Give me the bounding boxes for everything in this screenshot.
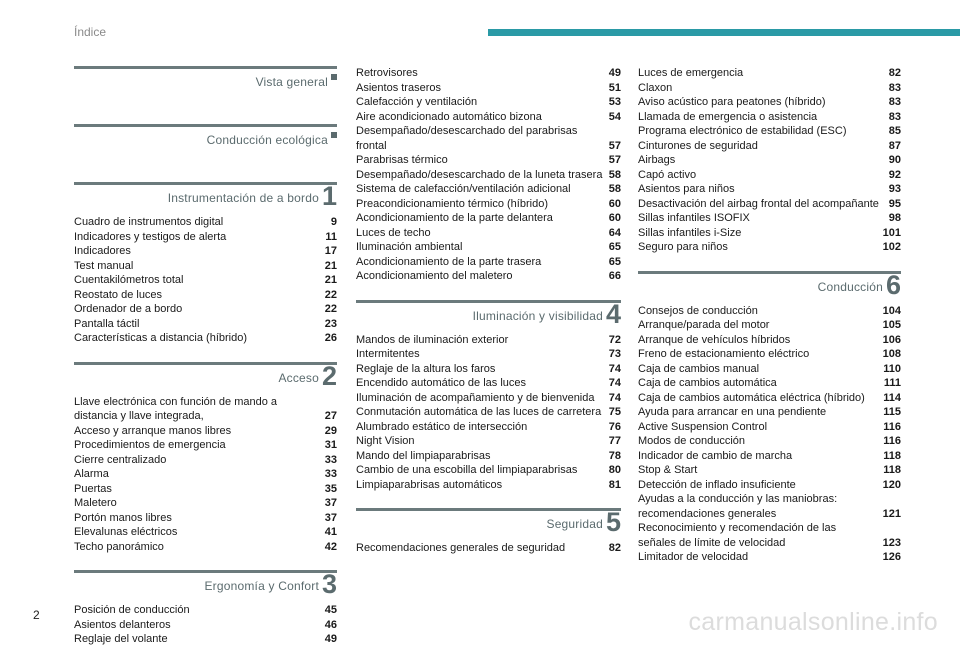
toc-entry-text: Asientos delanteros [74, 618, 171, 631]
toc-section [74, 362, 337, 571]
toc-entry-page: 106 [882, 333, 901, 346]
toc-entry[interactable] [356, 66, 621, 81]
toc-entry-text: Test manual [74, 259, 134, 272]
toc-entry-page: 83 [888, 110, 901, 123]
toc-entry-page: 116 [883, 420, 901, 433]
toc-entry-text: Desactivación del airbag frontal del acompañante [638, 197, 879, 210]
toc-entry[interactable] [638, 362, 901, 377]
section-number: 1 [321, 181, 337, 211]
toc-entry-text: Limpiaparabrisas automáticos [356, 478, 503, 491]
toc-entry-text: Arranque/parada del motor [638, 319, 770, 331]
section-gap [638, 255, 901, 271]
toc-entry[interactable] [74, 331, 337, 346]
toc-entry-text: Desempañado/desescarchado del parabrisas frontal [356, 125, 578, 152]
toc-entry-page: 74 [608, 377, 621, 389]
toc-entry-text: Preacondicionamiento térmico (híbrido) [356, 197, 548, 210]
toc-entry[interactable] [356, 255, 621, 270]
toc-entry-text: Iluminación de acompañamiento y de bienvenida [356, 391, 595, 404]
toc-entry-page: 83 [888, 96, 901, 108]
toc-column-2 [356, 66, 621, 556]
toc-entry-text: Recomendaciones generales de seguridad [356, 542, 566, 554]
toc-entry-text: Cuentakilómetros total [74, 274, 184, 286]
toc-entry-page: 92 [888, 168, 901, 181]
section-gap [74, 554, 337, 570]
toc-entry[interactable] [74, 496, 337, 511]
toc-entry-page: 26 [324, 332, 337, 344]
section-gap [74, 346, 337, 362]
toc-entry-text: Alumbrado estático de intersección [356, 420, 528, 433]
toc-entry[interactable] [356, 226, 621, 241]
toc-entry-text: Night Vision [356, 435, 415, 447]
toc-entry-page: 82 [608, 542, 621, 554]
toc-entry-page: 58 [608, 168, 621, 181]
toc-entry-page: 49 [324, 633, 337, 645]
toc-entry-page: 64 [608, 226, 621, 239]
toc-entry-text: Airbags [638, 154, 676, 166]
toc-entry[interactable] [638, 521, 901, 550]
toc-entry[interactable] [356, 110, 621, 125]
toc-entry[interactable] [356, 405, 621, 420]
toc-section [74, 570, 337, 647]
toc-entry-text: Parabrisas térmico [356, 154, 448, 166]
toc-column-1 [74, 66, 337, 647]
toc-entry[interactable] [638, 66, 901, 81]
toc-entry[interactable] [74, 525, 337, 540]
toc-entry[interactable] [638, 182, 901, 197]
toc-entry-page: 87 [888, 139, 901, 152]
toc-entry-text: Acceso y arranque manos libres [74, 424, 232, 437]
toc-entry[interactable] [356, 478, 621, 493]
toc-entry[interactable] [74, 302, 337, 317]
toc-entry-page: 29 [324, 424, 337, 437]
toc-entry-page: 37 [324, 497, 337, 509]
toc-entry-text: Limitador de velocidad [638, 551, 749, 563]
toc-entry[interactable] [356, 362, 621, 377]
toc-entry-text: Asientos para niños [638, 183, 735, 195]
toc-entry-text: Sillas infantiles i-Size [638, 226, 742, 239]
toc-entry-page: 17 [324, 245, 337, 257]
toc-entry[interactable] [74, 603, 337, 618]
toc-entry-text: Conmutación automática de las luces de carretera [356, 406, 602, 418]
toc-entry-text: Acondicionamiento del maletero [356, 270, 513, 282]
toc-entry-text: Llave electrónica con función de mando a distancia y llave integrada, [74, 395, 278, 422]
section-title[interactable]: Instrumentación de a bordo [167, 191, 319, 205]
toc-entry-page: 95 [888, 197, 901, 210]
toc-entry-text: Indicadores y testigos de alerta [74, 230, 227, 243]
toc-section [356, 508, 621, 556]
toc-entry[interactable] [638, 110, 901, 125]
toc-entry[interactable] [638, 168, 901, 183]
toc-entry[interactable] [638, 420, 901, 435]
toc-entry[interactable] [356, 182, 621, 197]
toc-entry-text: Reostato de luces [74, 288, 163, 301]
toc-section [74, 66, 337, 124]
section-header [356, 300, 621, 333]
toc-entry-text: Retrovisores [356, 67, 418, 79]
toc-entry[interactable] [356, 95, 621, 110]
toc-entry-page: 81 [608, 478, 621, 491]
section-marker-icon [331, 74, 337, 80]
toc-entry[interactable] [356, 434, 621, 449]
toc-entry[interactable] [74, 618, 337, 633]
section-gap [356, 284, 621, 300]
toc-entry[interactable] [356, 168, 621, 183]
toc-entry-text: Techo panorámico [74, 540, 164, 553]
toc-entry-text: Indicador de cambio de marcha [638, 449, 793, 462]
toc-entry-page: 85 [888, 125, 901, 137]
toc-entry-page: 126 [882, 551, 901, 563]
toc-entry[interactable] [356, 240, 621, 255]
toc-entry-text: Llamada de emergencia o asistencia [638, 110, 818, 123]
section-header [74, 182, 337, 215]
toc-entry-page: 54 [608, 110, 621, 123]
toc-entry-page: 51 [608, 81, 621, 94]
toc-entry-page: 98 [888, 212, 901, 224]
toc-entry-text: Asientos traseros [356, 81, 441, 94]
toc-entry-page: 121 [882, 507, 901, 520]
toc-entry-text: Claxon [638, 81, 673, 94]
toc-entry-page: 116 [883, 435, 901, 447]
toc-entry[interactable] [356, 376, 621, 391]
toc-entry[interactable] [74, 215, 337, 230]
toc-entry-page: 105 [882, 319, 901, 331]
toc-entry-text: Portón manos libres [74, 511, 172, 524]
toc-entry[interactable] [638, 153, 901, 168]
toc-entry-page: 66 [608, 270, 621, 282]
toc-entry-text: Cierre centralizado [74, 453, 167, 466]
toc-entry-page: 49 [608, 67, 621, 79]
toc-entry-text: Capó activo [638, 168, 697, 181]
toc-entry-text: Luces de techo [356, 226, 431, 239]
toc-entry[interactable] [638, 240, 901, 255]
toc-entry[interactable] [638, 376, 901, 391]
toc-entry-page: 102 [882, 241, 901, 253]
section-gap [74, 166, 337, 182]
watermark: carmanualsonline.info [688, 608, 938, 636]
toc-entry-page: 21 [324, 274, 337, 286]
toc-entry-text: Modos de conducción [638, 435, 746, 447]
toc-entry-text: Sistema de calefacción/ventilación adicional [356, 183, 571, 195]
toc-entry[interactable] [638, 139, 901, 154]
toc-entry-text: Posición de conducción [74, 604, 190, 616]
toc-section [356, 300, 621, 509]
toc-entry[interactable] [356, 153, 621, 168]
toc-entry-text: Cambio de una escobilla del limpiaparabrisas [356, 464, 578, 476]
section-number: 5 [605, 507, 621, 537]
toc-entry-text: Ayudas a la conducción y las maniobras: recomendaciones generales [638, 493, 838, 520]
toc-entry-page: 23 [324, 317, 337, 330]
toc-entry-page: 101 [882, 226, 901, 239]
toc-entry-page: 58 [608, 183, 621, 195]
toc-entry[interactable] [356, 81, 621, 96]
section-header [638, 271, 901, 304]
toc-entry[interactable] [74, 540, 337, 555]
toc-section [74, 124, 337, 182]
toc-entry-text: Ordenador de a bordo [74, 303, 183, 315]
toc-entry-page: 22 [324, 288, 337, 301]
toc-entry-text: Iluminación ambiental [356, 241, 463, 253]
section-number: 2 [321, 360, 337, 391]
toc-entry[interactable] [356, 541, 621, 556]
toc-entry[interactable] [638, 124, 901, 139]
toc-entry-page: 93 [888, 183, 901, 195]
section-gap [356, 492, 621, 508]
section-header [74, 66, 337, 108]
toc-entry-text: Aviso acústico para peatones (híbrido) [638, 96, 826, 108]
toc-entry-page: 78 [608, 449, 621, 462]
toc-entry[interactable] [74, 230, 337, 245]
toc-entry[interactable] [638, 333, 901, 348]
toc-entry-text: Indicadores [74, 245, 131, 257]
toc-entry-page: 111 [883, 377, 901, 389]
toc-entry[interactable] [74, 482, 337, 497]
toc-entry[interactable] [638, 347, 901, 362]
toc-entry-text: Ayuda para arrancar en una pendiente [638, 406, 827, 418]
toc-entry-page: 21 [324, 259, 337, 272]
toc-entry-page: 42 [324, 540, 337, 553]
section-number: 4 [605, 298, 621, 329]
toc-section [74, 182, 337, 362]
header-title: Índice [74, 25, 107, 39]
toc-entry-page: 33 [324, 468, 337, 480]
toc-entry-text: Puertas [74, 482, 112, 495]
toc-entry[interactable] [638, 478, 901, 493]
toc-entry-text: Sillas infantiles ISOFIX [638, 212, 750, 224]
toc-entry-text: Acondicionamiento de la parte trasera [356, 255, 542, 268]
toc-entry-page: 118 [883, 449, 901, 462]
toc-entry[interactable] [74, 424, 337, 439]
toc-entry-page: 110 [883, 362, 901, 375]
toc-entry-page: 120 [882, 478, 901, 491]
toc-entry-text: Mandos de iluminación exterior [356, 333, 509, 346]
toc-entry-text: Consejos de conducción [638, 304, 758, 317]
toc-entry-page: 53 [608, 96, 621, 108]
section-header [356, 508, 621, 541]
toc-entry-page: 60 [608, 197, 621, 210]
toc-entry[interactable] [74, 273, 337, 288]
toc-entry-text: Acondicionamiento de la parte delantera [356, 212, 553, 224]
toc-entry-page: 72 [608, 333, 621, 346]
section-title[interactable]: Conducción [817, 279, 883, 294]
toc-entry[interactable] [638, 434, 901, 449]
toc-entry[interactable] [74, 288, 337, 303]
toc-entry-page: 65 [608, 255, 621, 268]
section-gap [74, 108, 337, 124]
section-number: 3 [321, 569, 337, 599]
toc-entry[interactable] [356, 333, 621, 348]
toc-entry[interactable] [638, 391, 901, 406]
toc-entry-page: 75 [608, 406, 621, 418]
toc-entry-page: 73 [608, 348, 621, 360]
toc-entry[interactable] [356, 449, 621, 464]
toc-entry[interactable] [356, 347, 621, 362]
toc-entry-page: 74 [608, 362, 621, 375]
toc-column-3 [638, 66, 901, 565]
toc-entry-page: 80 [608, 464, 621, 476]
toc-entry-page: 65 [608, 241, 621, 253]
page-number: 2 [33, 608, 40, 622]
toc-entry[interactable] [74, 511, 337, 526]
toc-entry[interactable] [638, 197, 901, 212]
toc-entry-page: 31 [324, 439, 337, 451]
toc-entry[interactable] [356, 269, 621, 284]
toc-entry-text: Encendido automático de las luces [356, 377, 526, 389]
toc-entry-text: Procedimientos de emergencia [74, 439, 226, 451]
toc-entry[interactable] [74, 632, 337, 647]
toc-entry[interactable] [356, 211, 621, 226]
toc-entry-text: Stop & Start [638, 464, 698, 476]
toc-entry-text: Pantalla táctil [74, 317, 140, 330]
toc-entry-text: Caja de cambios manual [638, 362, 760, 375]
toc-entry[interactable] [638, 550, 901, 565]
section-marker-icon [331, 132, 337, 138]
toc-entry-text: Elevalunas eléctricos [74, 526, 178, 538]
toc-entry[interactable] [356, 197, 621, 212]
toc-entry-text: Programa electrónico de estabilidad (ESC) [638, 125, 847, 137]
toc-entry-text: Desempañado/desescarchado de la luneta trasera [356, 168, 603, 181]
toc-entry-text: Freno de estacionamiento eléctrico [638, 348, 810, 360]
toc-entry[interactable] [638, 449, 901, 464]
toc-entry-text: Seguro para niños [638, 241, 728, 253]
toc-entry-page: 35 [324, 482, 337, 495]
toc-entry[interactable] [356, 420, 621, 435]
toc-entry-page: 41 [324, 526, 337, 538]
header-accent-bar [488, 29, 960, 36]
toc-entry-page: 74 [608, 391, 621, 404]
toc-entry-page: 27 [324, 410, 337, 422]
toc-entry[interactable] [74, 438, 337, 453]
toc-entry-page: 104 [882, 304, 901, 317]
toc-section [638, 66, 901, 271]
toc-entry[interactable] [356, 124, 621, 153]
toc-entry-text: Calefacción y ventilación [356, 96, 478, 108]
section-title[interactable]: Iluminación y visibilidad [472, 308, 603, 323]
toc-entry[interactable] [638, 95, 901, 110]
toc-entry[interactable] [638, 463, 901, 478]
toc-entry-text: Reconocimiento y recomendación de las señales de límite de velocidad [638, 522, 837, 549]
toc-entry-text: Caja de cambios automática [638, 377, 777, 389]
toc-entry-text: Active Suspension Control [638, 420, 768, 433]
toc-entry-text: Intermitentes [356, 348, 420, 360]
toc-entry-page: 90 [888, 154, 901, 166]
toc-entry[interactable] [638, 211, 901, 226]
toc-entry-text: Caja de cambios automática eléctrica (híbrido) [638, 391, 865, 404]
toc-entry[interactable] [74, 453, 337, 468]
toc-section [638, 271, 901, 565]
toc-entry[interactable] [74, 259, 337, 274]
toc-entry[interactable] [638, 405, 901, 420]
toc-entry[interactable] [638, 304, 901, 319]
toc-entry-page: 57 [608, 154, 621, 166]
toc-entry-page: 76 [608, 420, 621, 433]
toc-entry-page: 77 [608, 435, 621, 447]
toc-entry[interactable] [74, 244, 337, 259]
toc-entry-text: Aire acondicionado automático bizona [356, 110, 542, 123]
toc-entry-text: Maletero [74, 497, 117, 509]
toc-entry[interactable] [74, 317, 337, 332]
toc-entry-text: Reglaje del volante [74, 633, 168, 645]
section-title[interactable]: Seguridad [546, 517, 603, 531]
toc-entry-text: Cuadro de instrumentos digital [74, 216, 224, 228]
toc-section [356, 66, 621, 300]
section-title[interactable]: Acceso [278, 370, 319, 385]
section-header [74, 570, 337, 603]
toc-entry-page: 37 [324, 511, 337, 524]
toc-entry-text: Reglaje de la altura los faros [356, 362, 496, 375]
toc-entry-page: 45 [324, 604, 337, 616]
toc-entry-page: 22 [324, 303, 337, 315]
toc-entry-page: 115 [883, 406, 901, 418]
toc-entry-page: 108 [882, 348, 901, 360]
toc-entry-text: Arranque de vehículos híbridos [638, 333, 791, 346]
section-header [74, 362, 337, 395]
toc-entry-page: 11 [325, 230, 337, 243]
toc-entry[interactable] [638, 226, 901, 241]
toc-entry[interactable] [638, 81, 901, 96]
section-title[interactable]: Ergonomía y Confort [204, 579, 319, 593]
toc-entry[interactable] [74, 467, 337, 482]
toc-entry-text: Alarma [74, 468, 109, 480]
toc-entry-page: 46 [324, 618, 337, 631]
section-title[interactable]: Vista general [255, 75, 328, 89]
toc-entry[interactable] [356, 391, 621, 406]
toc-entry-page: 82 [888, 67, 901, 79]
toc-entry[interactable] [74, 395, 337, 424]
toc-entry-page: 33 [324, 453, 337, 466]
toc-entry-page: 83 [888, 81, 901, 94]
toc-entry[interactable] [356, 463, 621, 478]
toc-entry-text: Características a distancia (híbrido) [74, 332, 248, 344]
toc-entry-page: 60 [608, 212, 621, 224]
toc-entry-text: Luces de emergencia [638, 67, 744, 79]
section-number: 6 [885, 269, 901, 300]
toc-entry-page: 123 [882, 536, 901, 549]
toc-entry-page: 118 [883, 464, 901, 476]
toc-entry-page: 9 [330, 216, 337, 228]
section-title[interactable]: Conducción ecológica [206, 133, 328, 147]
toc-entry[interactable] [638, 492, 901, 521]
toc-entry-page: 57 [608, 139, 621, 152]
toc-entry-text: Cinturones de seguridad [638, 139, 758, 152]
toc-entry-page: 114 [883, 391, 901, 404]
toc-entry-text: Detección de inflado insuficiente [638, 478, 796, 491]
toc-entry[interactable] [638, 318, 901, 333]
toc-entry-text: Mando del limpiaparabrisas [356, 449, 491, 462]
section-header [74, 124, 337, 166]
